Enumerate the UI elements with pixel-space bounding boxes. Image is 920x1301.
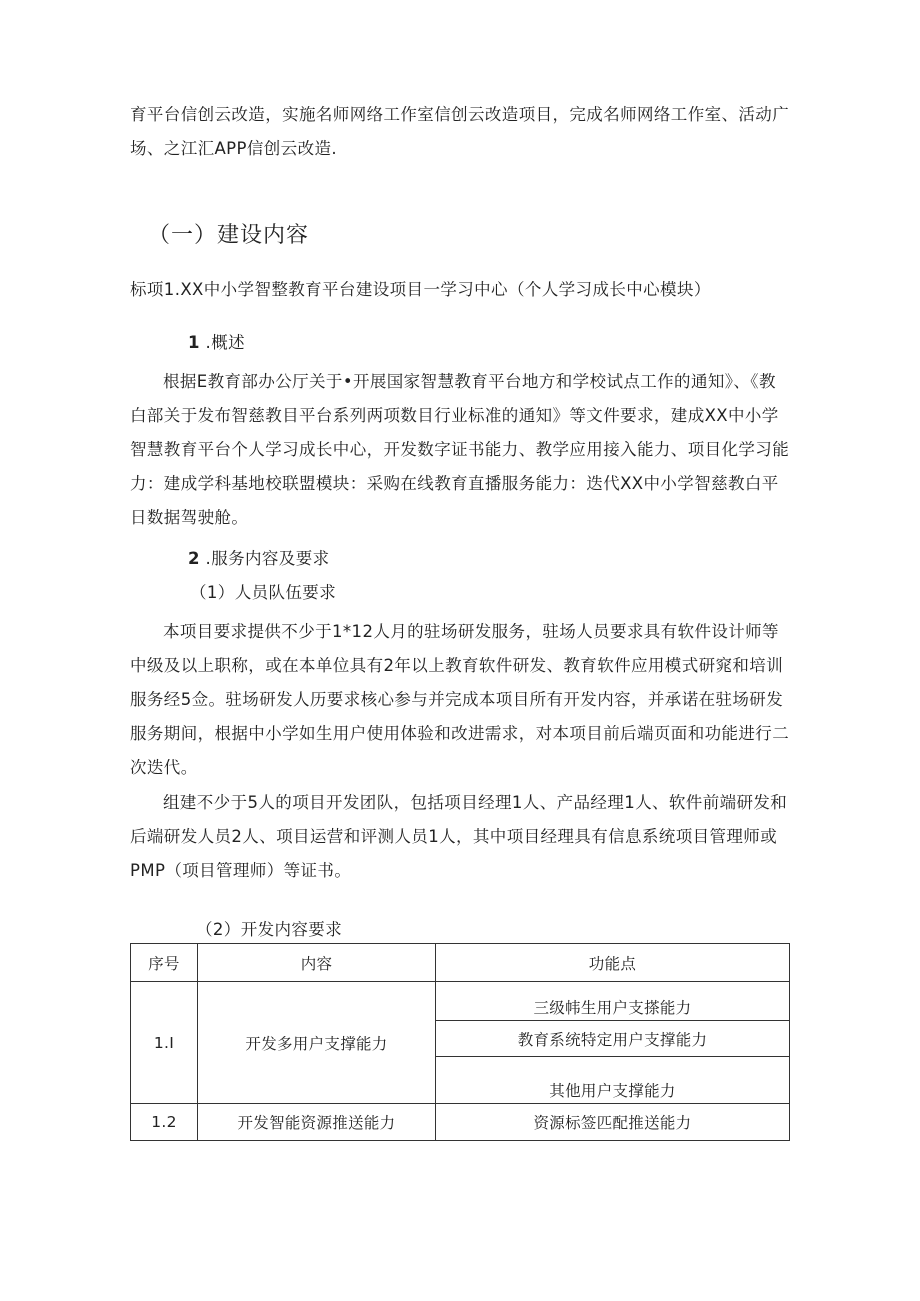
overview-paragraph: 根据E教育部办公厅关于•开展国家智慧教育平台地方和学校试点工作的通知》、《教白部关于发布智慈教目平台系列两项数目行业标准的通知》等文件要求，建成XX中小学智慧教育平台个人学习成长中心，开发数字证书能力、教学应用接入能力、项目化学习能力：建成学科基地校联盟模块：采购在线教育直播服务能力：迭代XX中小学智慈教白平日数据驾驶舱。: [130, 372, 790, 527]
dev-heading: （2）开发内容要求: [196, 920, 343, 939]
table-header-row: [131, 944, 790, 982]
feature-cell: 三级帏生用户支搽能力: [436, 982, 790, 1021]
staff-paragraph-1: 本项目要求提供不少于1*12人月的驻场研发服务，驻场人员要求具有软件设计师等中级及以上职称，或在本单位具有2年以上教育软件研发、教育软件应用模式研窕和培训服务经5佥。驻场研发人历要求核心参与并完成本项目所有开发内容，并承诺在驻场研发服务期间，根据中小学如生用户使用体验和改进需求，对本项目前后端页面和功能进行二次迭代。: [130, 622, 790, 777]
overview-heading: [188, 330, 245, 356]
header-number: 序号: [131, 944, 198, 982]
row-number: 1.2: [131, 1104, 198, 1141]
intro-line-2: 场、之江汇APP信创云改造.: [130, 139, 338, 158]
header-content: 内容: [198, 944, 436, 982]
row-content: 开发多用户支撑能力: [198, 982, 436, 1104]
table-row: [131, 982, 790, 1021]
row-number: 1.I: [131, 982, 198, 1104]
staff-paragraph-2: 组建不少于5人的项目开发团队，包括项目经理1人、产品经理1人、软件前端研发和后端研发人员2人、项目运营和评测人员1人，其中项目经理具有信息系统项目管理师或PMP（项目管理师）等证书。: [130, 793, 788, 880]
table-row: [131, 1104, 790, 1141]
intro-line-1: 育平台信创云改造，实施名师网络工作室信创云改造项目，完成名师网络工作室、活动广: [130, 105, 790, 124]
staff-heading: （1）人员队伍要求: [190, 583, 337, 602]
overview-number: 1: [188, 333, 200, 352]
feature-cell: 教育系统特定用户支撑能力: [436, 1021, 790, 1057]
intro-paragraph: [130, 98, 792, 166]
feature-cell: 其他用户支撑能力: [436, 1057, 790, 1104]
overview-label: .概述: [205, 333, 245, 352]
service-label: .服务内容及要求: [205, 549, 330, 568]
service-number: 2: [188, 549, 200, 568]
section-title: （一）建设内容: [148, 223, 310, 248]
item-title: 标项1.XX中小学智整教育平台建设项目一学习中心（个人学习成长中心模块）: [130, 280, 711, 299]
header-features: 功能点: [436, 944, 790, 982]
feature-cell: 资源标签匹配推送能力: [436, 1104, 790, 1141]
service-heading: [188, 546, 330, 572]
requirements-table: [130, 943, 790, 1141]
row-content: 开发智能资源推送能力: [198, 1104, 436, 1141]
